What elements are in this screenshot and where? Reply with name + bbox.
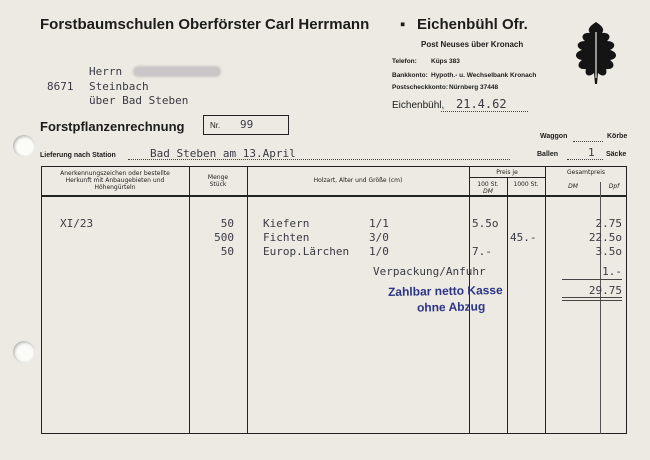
- header-herkunft: Anerkennungszeichen oder bestellte Herkunft mit Anbaugebieten und Höhengürteln: [60, 170, 170, 191]
- telefon-value: Küps 383: [431, 58, 460, 65]
- address-town: Steinbach: [89, 80, 149, 93]
- date-value: 21.4.62: [456, 97, 507, 111]
- header-gesamt: Gesamtpreis: [567, 169, 605, 176]
- date-place: Eichenbühl,: [392, 100, 445, 111]
- header-menge: Menge Stück: [207, 174, 229, 188]
- postscheck-label: Postscheckkonto:: [392, 84, 448, 91]
- row2-alter: 3/0: [369, 231, 389, 244]
- bank-label: Bankkonto:: [392, 72, 428, 79]
- header-preis-dm: DM: [483, 188, 493, 195]
- punch-hole-top: [13, 135, 35, 157]
- subtotal-rule: [562, 279, 622, 280]
- payment-stamp-line1: Zahlbar netto Kasse: [387, 283, 503, 299]
- company-location: Eichenbühl Ofr.: [417, 16, 528, 33]
- invoice-number: 99: [240, 118, 254, 131]
- col-rule-4: [507, 178, 508, 434]
- total-double-rule-2: [562, 300, 622, 301]
- invoice-number-box: [203, 115, 289, 135]
- total-double-rule-1: [562, 297, 622, 298]
- waggon-label: Waggon: [540, 133, 568, 140]
- row1-menge: 50: [220, 217, 234, 230]
- row1-gesamt: 2.75: [595, 217, 622, 230]
- header-gesamt-dm: DM: [568, 183, 578, 190]
- lieferung-label: Lieferung nach Station: [40, 152, 116, 159]
- invoice-number-label: Nr.: [210, 121, 221, 130]
- oak-leaf-logo: [571, 20, 621, 86]
- company-name: Forstbaumschulen Oberförster Carl Herrmann: [40, 16, 370, 33]
- row1-holzart: Kiefern: [263, 217, 310, 230]
- verpackung-value: 1.-: [602, 265, 622, 278]
- telefon-label: Telefon:: [392, 58, 417, 65]
- header-1000st: 1000 St.: [513, 181, 539, 188]
- company-separator: ▪: [400, 16, 406, 33]
- post-address: Post Neuses über Kronach: [421, 40, 524, 49]
- preis-rule: [469, 177, 545, 178]
- total-value: 29.75: [588, 284, 622, 297]
- ballen-label: Ballen: [537, 151, 559, 158]
- lieferung-rule: [128, 159, 510, 160]
- row3-holzart: Europ.Lärchen: [263, 245, 350, 258]
- header-preis: Preis je: [496, 169, 518, 176]
- address-via: über Bad Steben: [89, 94, 189, 107]
- items-table: [41, 166, 627, 434]
- table-header-rule: [41, 195, 627, 197]
- row1-alter: 1/1: [369, 217, 389, 230]
- ballen-value: 1: [588, 146, 595, 159]
- saecke-label: Säcke: [606, 151, 627, 158]
- header-gesamt-dpf: Dpf: [608, 183, 620, 190]
- row2-gesamt: 22.5o: [588, 231, 622, 244]
- punch-hole-bottom: [13, 341, 35, 363]
- lieferung-value: Bad Steben am 13.April: [150, 147, 296, 160]
- herkunft-value: XI/23: [60, 217, 94, 230]
- ballen-rule: [567, 159, 603, 160]
- address-salutation: Herrn: [89, 65, 123, 78]
- row1-p100: 5.5o: [472, 217, 499, 230]
- address-redaction: [133, 66, 221, 77]
- row2-p1000: 45.-: [510, 231, 537, 244]
- waggon-rule: [573, 141, 603, 142]
- address-postcode: 8671: [47, 80, 74, 93]
- row2-holzart: Fichten: [263, 231, 310, 244]
- header-holzart: Holzart, Alter und Größe (cm): [313, 177, 403, 184]
- invoice-title: Forstpflanzenrechnung: [40, 119, 185, 134]
- row3-menge: 50: [220, 245, 234, 258]
- col-rule-5: [545, 166, 546, 434]
- row2-menge: 500: [214, 231, 234, 244]
- postscheck-value: Nürnberg 37448: [449, 84, 499, 91]
- col-rule-2: [247, 166, 248, 434]
- verpackung-label: Verpackung/Anfuhr: [373, 265, 486, 278]
- header-100st: 100 St.: [477, 181, 499, 188]
- row3-alter: 1/0: [369, 245, 389, 258]
- payment-stamp-line2: ohne Abzug: [416, 299, 486, 315]
- row3-p100: 7.-: [472, 245, 492, 258]
- date-rule: [441, 111, 528, 112]
- col-rule-1: [189, 166, 190, 434]
- koerbe-label: Körbe: [607, 133, 628, 140]
- row3-gesamt: 3.5o: [595, 245, 622, 258]
- bank-value: Hypoth.- u. Wechselbank Kronach: [431, 72, 537, 79]
